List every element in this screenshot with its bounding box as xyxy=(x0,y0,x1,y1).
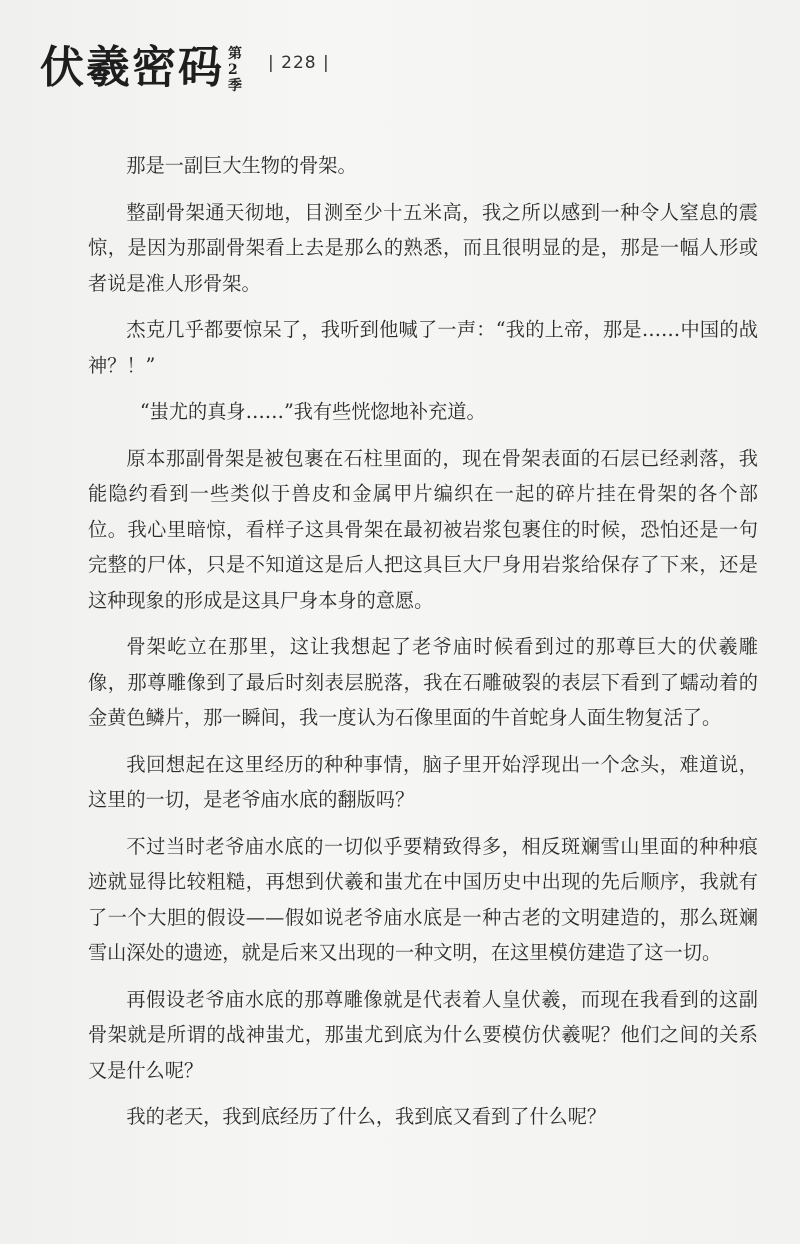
paragraph: 我回想起在这里经历的种种事情，脑子里开始浮现出一个念头，难道说，这里的一切，是老爷庙水底的翻版吗？ xyxy=(88,752,758,811)
paragraph: 整副骨架通天彻地，目测至少十五米高，我之所以感到一种令人窒息的震惊，是因为那副骨架看上去是那么的熟悉，而且很明显的是，那是一幅人形或者说是准人形骨架。 xyxy=(88,200,758,295)
paragraph: 不过当时老爷庙水底的一切似乎要精致得多，相反斑斓雪山里面的种种痕迹就显得比较粗糙，再想到伏羲和蚩尤在中国历史中出现的先后顺序，我就有了一个大胆的假设——假如说老爷庙水底是一种古老的文明建造的，那么斑斓雪山深处的遗迹，就是后来又出现的一种文明，在这里模仿建造了这一切。 xyxy=(88,834,758,964)
season-char: 第 xyxy=(228,46,242,62)
season-char: 季 xyxy=(228,78,242,94)
paragraph: 原本那副骨架是被包裹在石柱里面的，现在骨架表面的石层已经剥落，我能隐约看到一些类似于兽皮和金属甲片编织在一起的碎片挂在骨架的各个部位。我心里暗惊，看样子这具骨架在最初被岩浆包裹住的时候，恐怕还是一句完整的尸体，只是不知道这是后人把这具巨大尸身用岩浆给保存了下来，还是这种现象的形成是这具尸身本身的意愿。 xyxy=(88,446,758,612)
season-label xyxy=(228,46,242,94)
season-number: 2 xyxy=(228,62,238,78)
chapter-body xyxy=(88,148,758,1146)
book-title: 伏羲密码 xyxy=(40,42,224,93)
paragraph: 骨架屹立在那里，这让我想起了老爷庙时候看到过的那尊巨大的伏羲雕像，那尊雕像到了最后时刻表层脱落，我在石雕破裂的表层下看到了蠕动着的金黄色鳞片，那一瞬间，我一度认为石像里面的牛首蛇身人面生物复活了。 xyxy=(88,635,758,729)
paragraph: 再假设老爷庙水底的那尊雕像就是代表着人皇伏羲，而现在我看到的这副骨架就是所谓的战神蚩尤，那蚩尤到底为什么要模仿伏羲呢？他们之间的关系又是什么呢？ xyxy=(88,987,758,1082)
paragraph: “蚩尤的真身……”我有些恍惚地补充道。 xyxy=(139,400,486,423)
paragraph: 杰克几乎都要惊呆了，我听到他喊了一声：“我的上帝，那是……中国的战神？！” xyxy=(88,318,758,377)
page-number: | 228 | xyxy=(268,53,330,73)
page-header xyxy=(40,40,330,100)
paragraph: 我的老天，我到底经历了什么，我到底又看到了什么呢？ xyxy=(126,1105,607,1128)
paragraph: 那是一副巨大生物的骨架。 xyxy=(126,154,357,177)
